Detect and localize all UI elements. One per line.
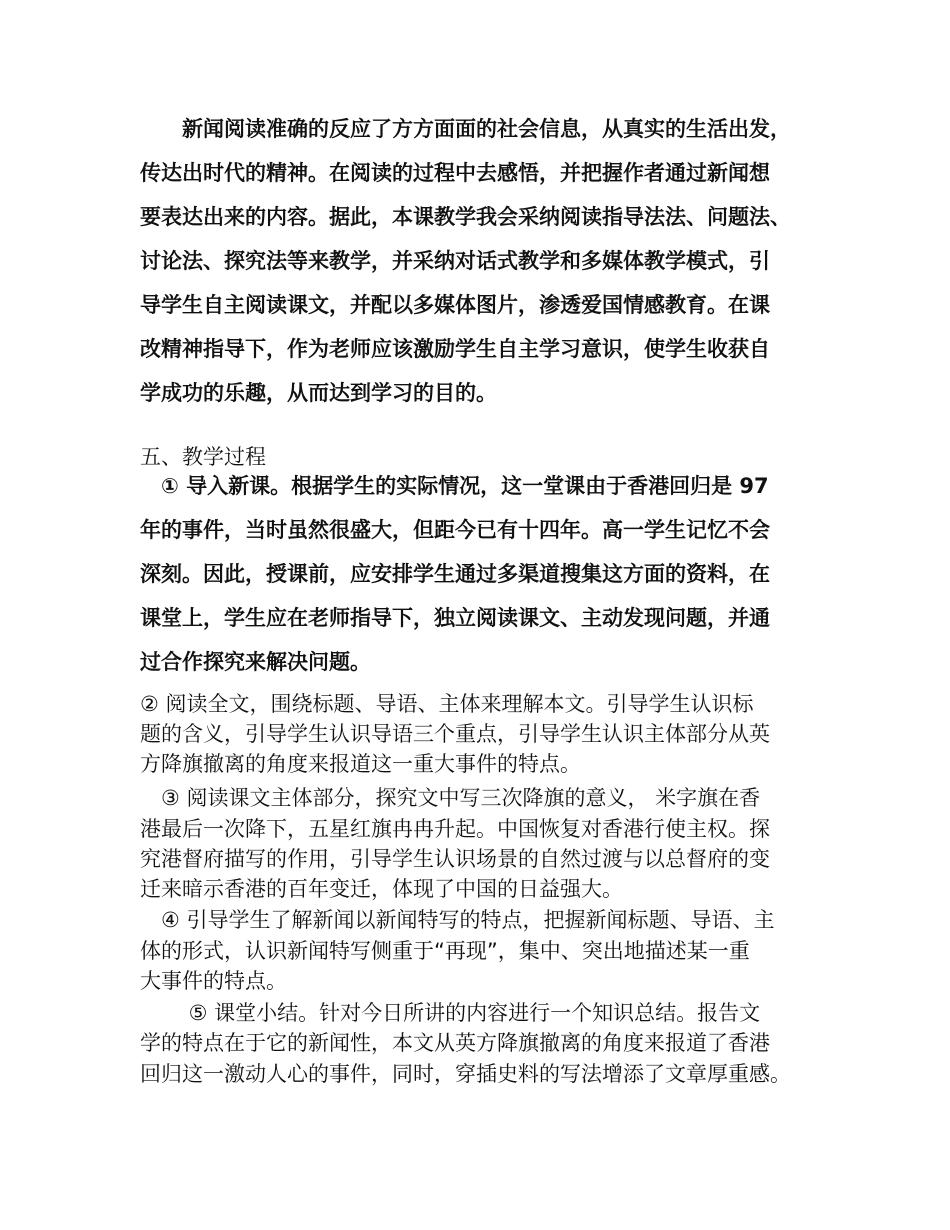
section-heading: 五、教学过程: [140, 445, 266, 469]
text-line: 改精神指导下，作为老师应该激励学生自主学习意识，使学生收获自: [140, 337, 770, 361]
text-line: ④ 引导学生了解新闻以新闻特写的特点，把握新闻标题、导语、主: [140, 908, 775, 932]
text-line: 导学生自主阅读课文，并配以多媒体图片，渗透爱国情感教育。在课: [140, 293, 770, 317]
text-line: 方降旗撤离的角度来报道这一重大事件的特点。: [140, 752, 581, 776]
text-line: 回归这一激动人心的事件，同时，穿插史料的写法增添了文章厚重感。: [140, 1062, 791, 1086]
text-line: 新闻阅读准确的反应了方方面面的社会信息，从真实的生活出发，: [140, 117, 791, 141]
text-line: 学成功的乐趣，从而达到学习的目的。: [140, 381, 497, 405]
text-line: 题的含义，引导学生认识导语三个重点，引导学生认识主体部分从英: [140, 722, 770, 746]
text-line: 究港督府描写的作用，引导学生认识场景的自然过渡与以总督府的变: [140, 847, 770, 871]
text-line: 过合作探究来解决问题。: [140, 650, 371, 674]
text-line: 课堂上，学生应在老师指导下，独立阅读课文、主动发现问题，并通: [140, 606, 770, 630]
text-line: 迁来暗示香港的百年变迁，体现了中国的日益强大。: [140, 877, 623, 901]
text-line: 体的形式，认识新闻特写侧重于“再现”，集中、突出地描述某一重: [140, 939, 750, 963]
text-line: 要表达出来的内容。据此，本课教学我会采纳阅读指导法法、问题法、: [140, 205, 791, 229]
text-line: 学的特点在于它的新闻性，本文从英方降旗撤离的角度来报道了香港: [140, 1031, 770, 1055]
text-line: 大事件的特点。: [140, 969, 287, 993]
text-line: ③ 阅读课文主体部分，探究文中写三次降旗的意义， 米字旗在香: [140, 786, 761, 810]
text-line: 年的事件，当时虽然很盛大，但距今已有十四年。高一学生记忆不会: [140, 518, 770, 542]
text-line: ② 阅读全文，围绕标题、导语、主体来理解本文。引导学生认识标: [140, 692, 754, 716]
text-line: 传达出时代的精神。在阅读的过程中去感悟，并把握作者通过新闻想: [140, 161, 770, 185]
text-line: ⑤ 课堂小结。针对今日所讲的内容进行一个知识总结。报告文: [140, 1001, 761, 1025]
text-line: 深刻。因此，授课前，应安排学生通过多渠道搜集这方面的资料，在: [140, 562, 770, 586]
text-line: 港最后一次降下，五星红旗冉冉升起。中国恢复对香港行使主权。探: [140, 817, 770, 841]
text-line: 讨论法、探究法等来教学，并采纳对话式教学和多媒体教学模式，引: [140, 249, 770, 273]
text-line: ① 导入新课。根据学生的实际情况，这一堂课由于香港回归是 97: [140, 474, 769, 498]
